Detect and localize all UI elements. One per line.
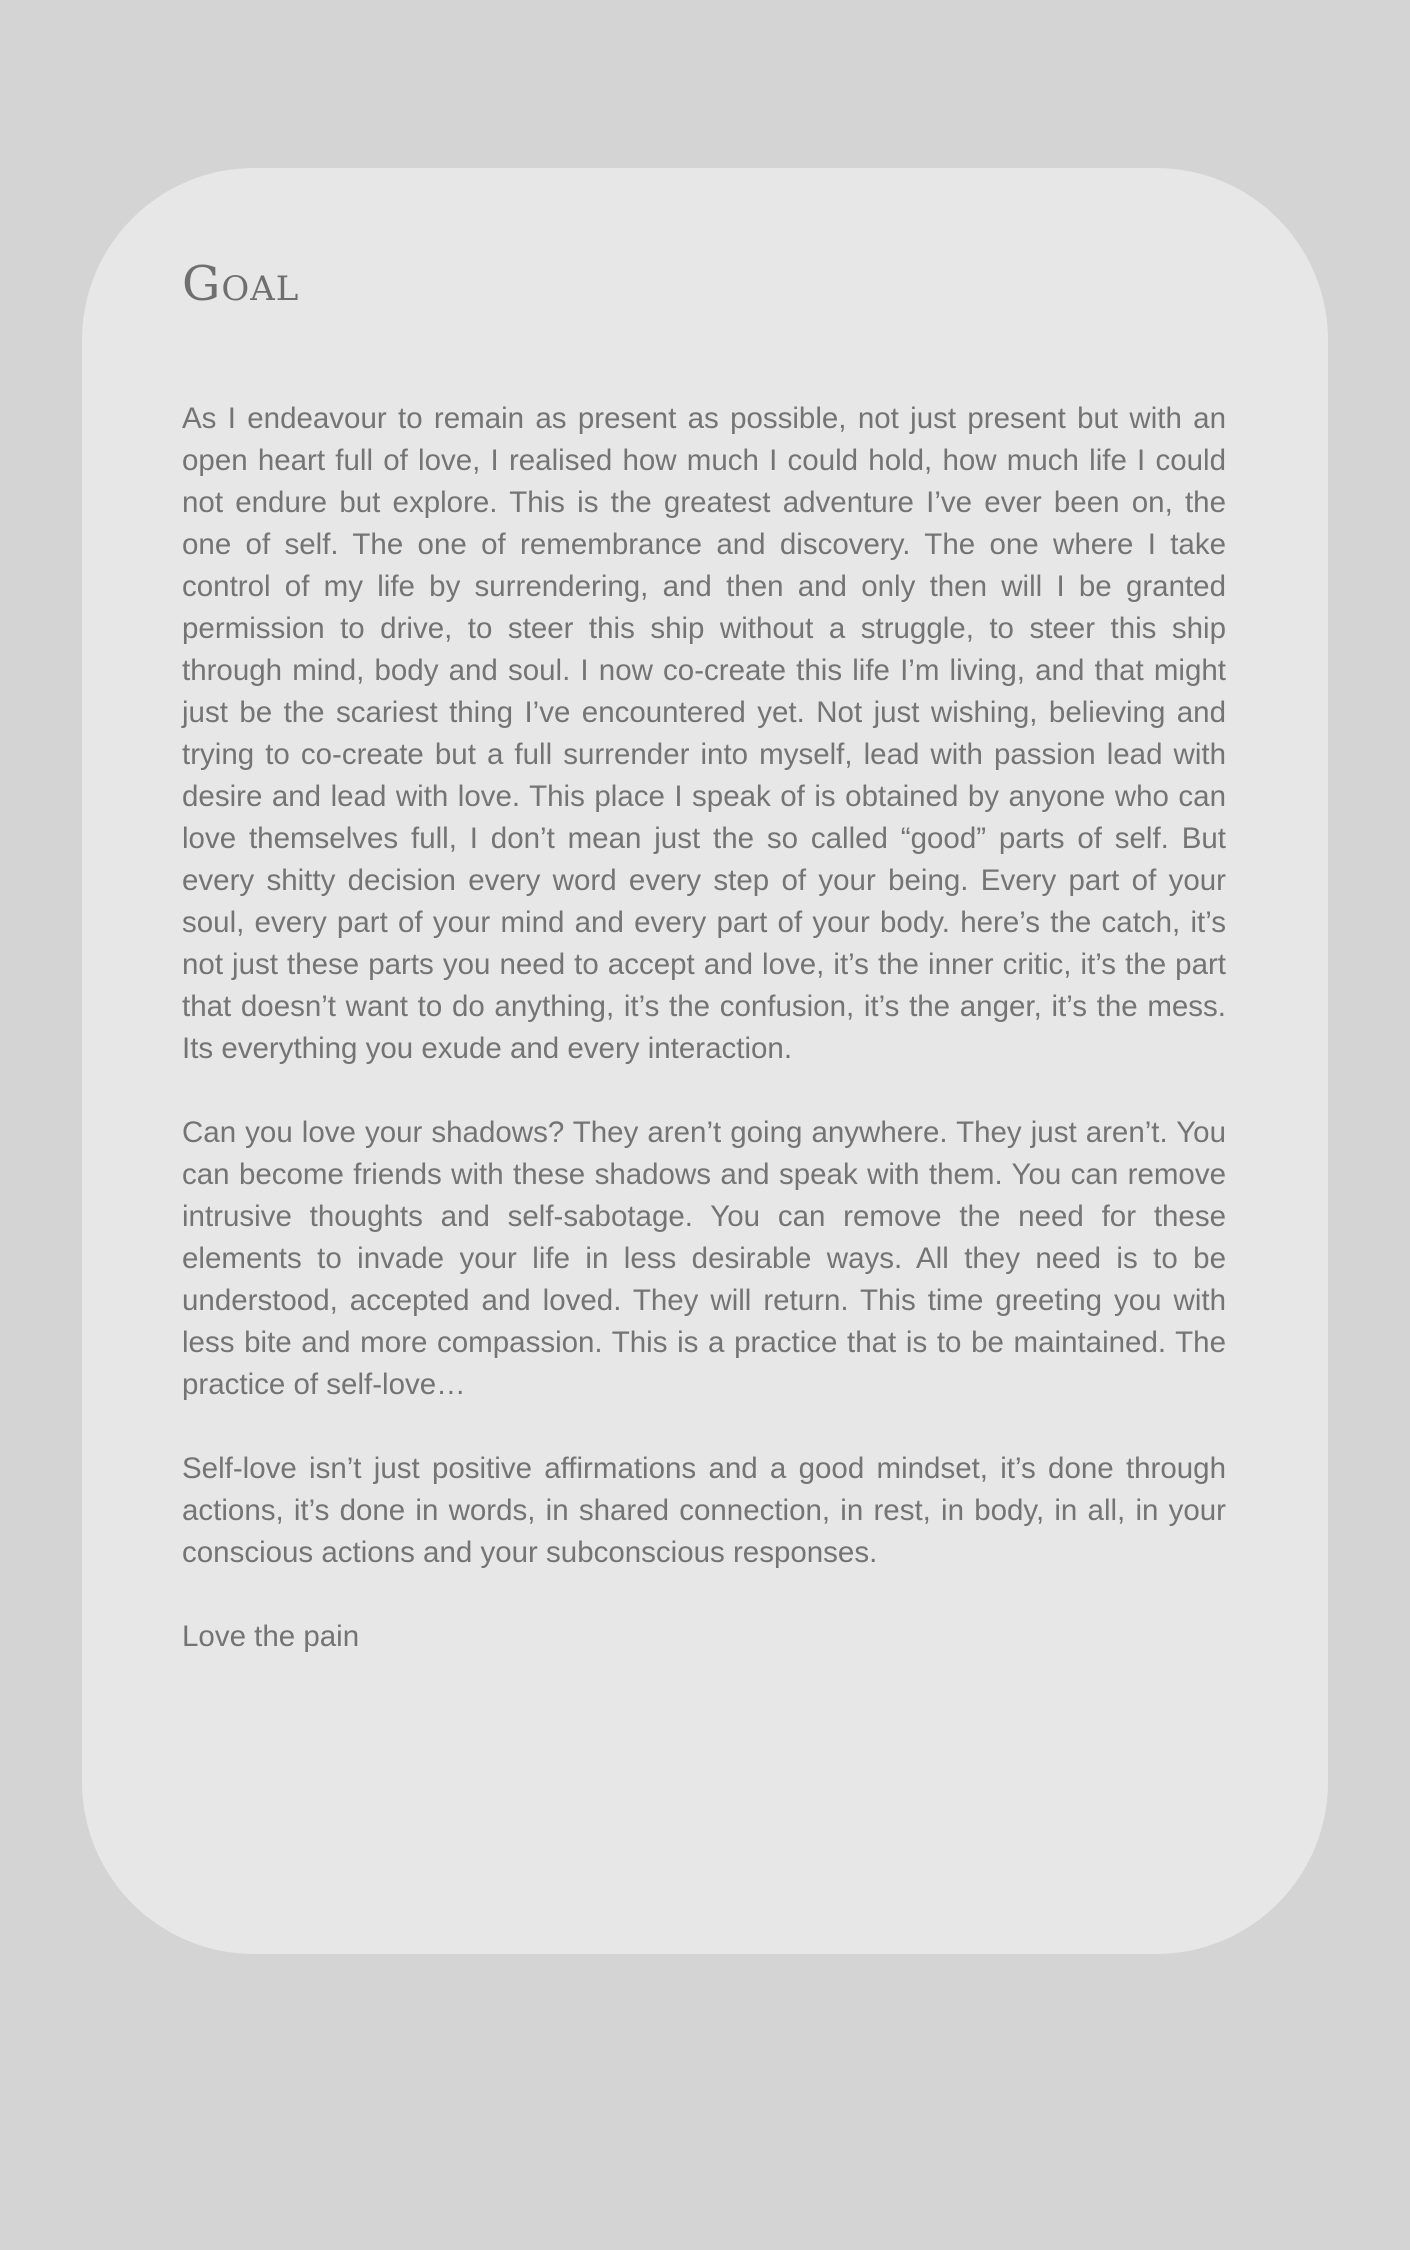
- paragraph-4: Love the pain: [182, 1619, 360, 1653]
- body-text: [182, 398, 1226, 1658]
- content-card: [82, 168, 1328, 1954]
- page-title: Goal: [182, 256, 300, 312]
- paragraph-1: As I endeavour to remain as present as possible, not just present but with an open heart full of love, I realised how much I could hold, how much life I could not endure but explore. This is the greatest adventure I’ve ever been on, the one of self. The one of remembrance and discovery. The one where I take control of my life by surrendering, and then and only then will I be granted permission to drive, to steer this ship without a struggle, to steer this ship through mind, body and soul. I now co-create this life I’m living, and that might just be the scariest thing I’ve encountered yet. Not just wishing, believing and trying to co-create but a full surrender into myself, lead with passion lead with desire and lead with love. This place I speak of is obtained by anyone who can love themselves full, I don’t mean just the so called “good” parts of self. But every shitty decision every word every step of your being. Every part of your soul, every part of your mind and every part of your body. here’s the catch, it’s not just these parts you need to accept and love, it’s the inner critic, it’s the part that doesn’t want to do anything, it’s the confusion, it’s the anger, it’s the mess. Its everything you exude and every interaction.: [182, 401, 1226, 1065]
- paragraph-2: Can you love your shadows? They aren’t going anywhere. They just aren’t. You can become friends with these shadows and speak with them. You can remove intrusive thoughts and self-sabotage. You can remove the need for these elements to invade your life in less desirable ways. All they need is to be understood, accepted and loved. They will return. This time greeting you with less bite and more compassion. This is a practice that is to be maintained. The practice of self-love…: [182, 1115, 1226, 1401]
- paragraph-3: Self-love isn’t just positive affirmations and a good mindset, it’s done through actions, it’s done in words, in shared connection, in rest, in body, in all, in your conscious actions and your subconscious responses.: [182, 1451, 1226, 1569]
